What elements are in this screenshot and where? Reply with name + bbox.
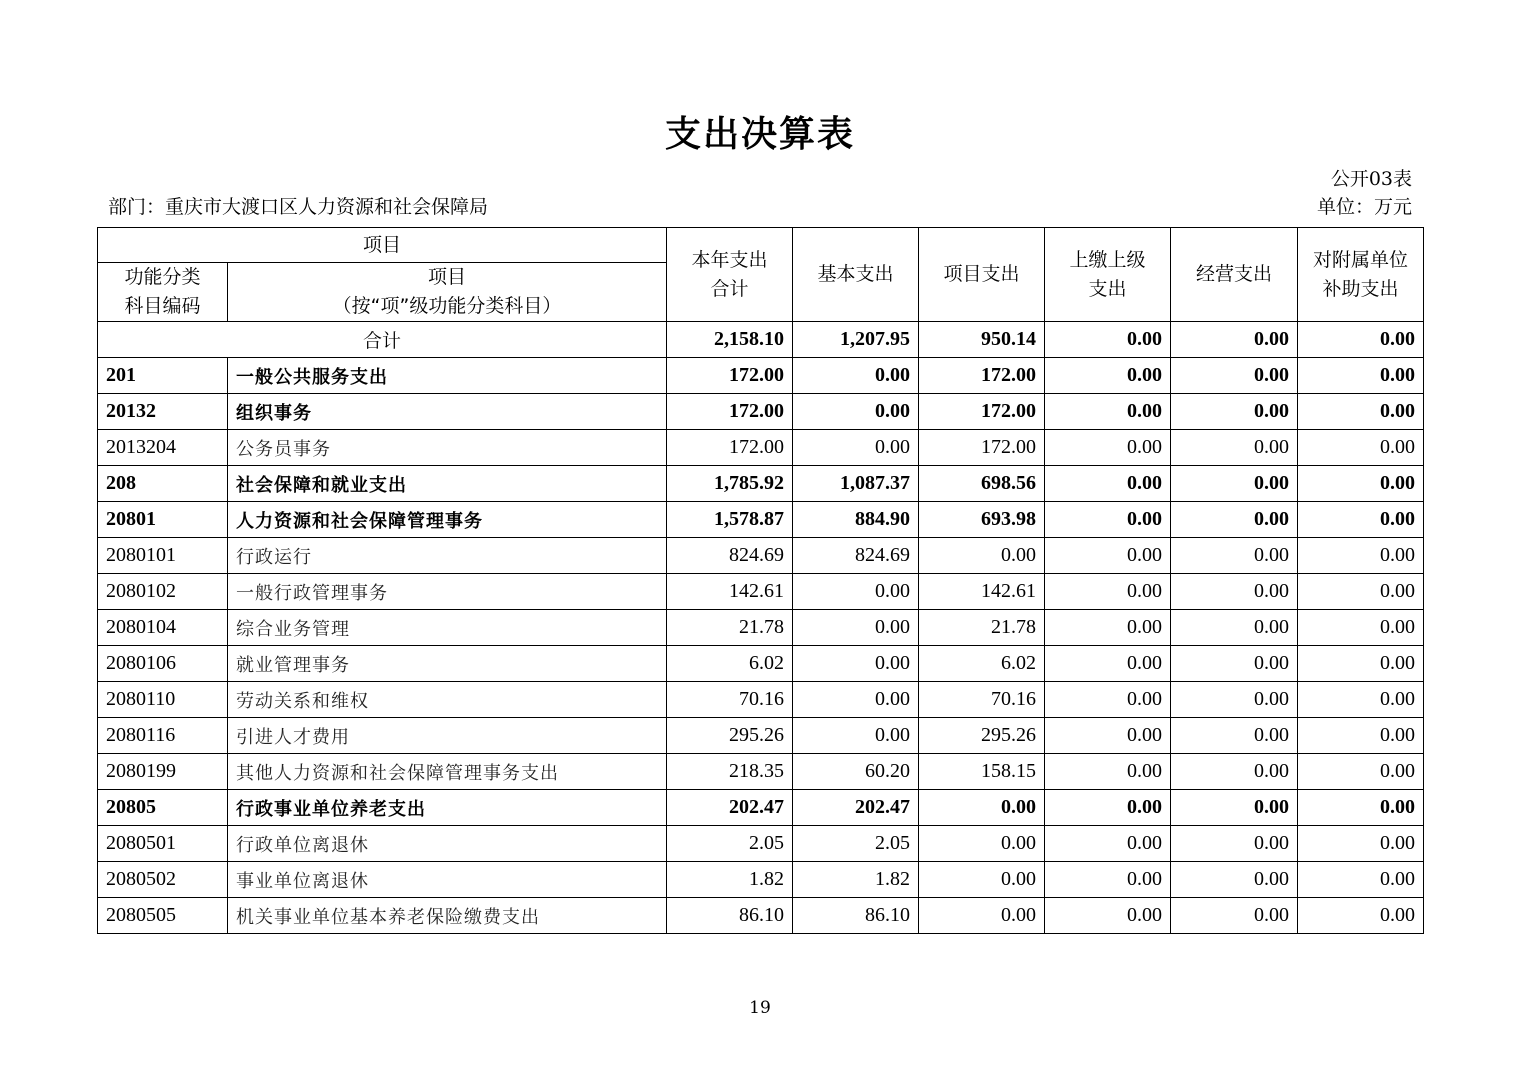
project-cell: 0.00 — [919, 790, 1045, 826]
upper-cell: 0.00 — [1045, 394, 1171, 430]
table-row — [98, 358, 1424, 394]
subsidy-cell: 0.00 — [1298, 610, 1424, 646]
name-cell: 一般公共服务支出 — [228, 358, 667, 394]
total-cell: 202.47 — [667, 790, 793, 826]
subsidy-cell: 0.00 — [1298, 502, 1424, 538]
code-cell: 2080505 — [98, 898, 228, 934]
project-cell: 158.15 — [919, 754, 1045, 790]
upper-cell: 0.00 — [1045, 790, 1171, 826]
code-cell: 2080110 — [98, 682, 228, 718]
basic-cell: 884.90 — [793, 502, 919, 538]
business-cell: 0.00 — [1171, 574, 1298, 610]
subsidy-cell: 0.00 — [1298, 466, 1424, 502]
code-cell: 20805 — [98, 790, 228, 826]
table-row — [98, 430, 1424, 466]
header-item-group: 项目 — [98, 228, 667, 263]
subsidy-cell: 0.00 — [1298, 718, 1424, 754]
project-cell: 0.00 — [919, 538, 1045, 574]
table-row — [98, 826, 1424, 862]
table-row — [98, 718, 1424, 754]
department-label: 部门：重庆市大渡口区人力资源和社会保障局 — [108, 196, 489, 218]
subsidy-cell: 0.00 — [1298, 394, 1424, 430]
table-row — [98, 538, 1424, 574]
project-cell: 142.61 — [919, 574, 1045, 610]
expenditure-table — [97, 227, 1424, 934]
upper-cell: 0.00 — [1045, 898, 1171, 934]
upper-cell: 0.00 — [1045, 502, 1171, 538]
total-cell: 2,158.10 — [667, 322, 793, 358]
basic-cell: 0.00 — [793, 646, 919, 682]
upper-cell: 0.00 — [1045, 826, 1171, 862]
total-cell: 218.35 — [667, 754, 793, 790]
basic-cell: 0.00 — [793, 574, 919, 610]
total-cell: 1.82 — [667, 862, 793, 898]
project-cell: 172.00 — [919, 358, 1045, 394]
code-cell: 2080199 — [98, 754, 228, 790]
project-cell: 950.14 — [919, 322, 1045, 358]
total-cell: 824.69 — [667, 538, 793, 574]
basic-cell: 1,087.37 — [793, 466, 919, 502]
basic-cell: 0.00 — [793, 682, 919, 718]
total-cell: 21.78 — [667, 610, 793, 646]
name-cell: 行政事业单位养老支出 — [228, 790, 667, 826]
subsidy-cell: 0.00 — [1298, 826, 1424, 862]
business-cell: 0.00 — [1171, 646, 1298, 682]
header-code: 功能分类 科目编码 — [98, 263, 228, 322]
basic-cell: 0.00 — [793, 430, 919, 466]
code-cell: 2013204 — [98, 430, 228, 466]
code-cell: 2080106 — [98, 646, 228, 682]
upper-cell: 0.00 — [1045, 718, 1171, 754]
subsidy-cell: 0.00 — [1298, 646, 1424, 682]
project-cell: 6.02 — [919, 646, 1045, 682]
name-cell: 机关事业单位基本养老保险缴费支出 — [228, 898, 667, 934]
project-cell: 295.26 — [919, 718, 1045, 754]
project-cell: 698.56 — [919, 466, 1045, 502]
business-cell: 0.00 — [1171, 358, 1298, 394]
table-row — [98, 898, 1424, 934]
name-cell: 劳动关系和维权 — [228, 682, 667, 718]
subsidy-cell: 0.00 — [1298, 574, 1424, 610]
business-cell: 0.00 — [1171, 718, 1298, 754]
project-cell: 0.00 — [919, 826, 1045, 862]
total-cell: 142.61 — [667, 574, 793, 610]
business-cell: 0.00 — [1171, 826, 1298, 862]
page-title: 支出决算表 — [664, 114, 855, 155]
code-cell: 20132 — [98, 394, 228, 430]
table-row — [98, 790, 1424, 826]
table-row — [98, 610, 1424, 646]
header-name: 项目 （按“项”级功能分类科目） — [228, 263, 667, 322]
header-upper: 上缴上级 支出 — [1045, 228, 1171, 322]
code-cell: 201 — [98, 358, 228, 394]
total-cell: 172.00 — [667, 394, 793, 430]
project-cell: 693.98 — [919, 502, 1045, 538]
project-cell: 0.00 — [919, 862, 1045, 898]
upper-cell: 0.00 — [1045, 466, 1171, 502]
total-cell: 172.00 — [667, 358, 793, 394]
subsidy-cell: 0.00 — [1298, 538, 1424, 574]
business-cell: 0.00 — [1171, 466, 1298, 502]
upper-cell: 0.00 — [1045, 322, 1171, 358]
basic-cell: 0.00 — [793, 610, 919, 646]
name-cell: 综合业务管理 — [228, 610, 667, 646]
basic-cell: 0.00 — [793, 394, 919, 430]
subsidy-cell: 0.00 — [1298, 862, 1424, 898]
table-row — [98, 574, 1424, 610]
upper-cell: 0.00 — [1045, 682, 1171, 718]
name-cell: 组织事务 — [228, 394, 667, 430]
form-number: 公开03表 — [1330, 168, 1412, 190]
name-cell: 引进人才费用 — [228, 718, 667, 754]
upper-cell: 0.00 — [1045, 538, 1171, 574]
upper-cell: 0.00 — [1045, 862, 1171, 898]
basic-cell: 60.20 — [793, 754, 919, 790]
header-basic: 基本支出 — [793, 228, 919, 322]
basic-cell: 0.00 — [793, 358, 919, 394]
business-cell: 0.00 — [1171, 538, 1298, 574]
basic-cell: 2.05 — [793, 826, 919, 862]
total-cell: 295.26 — [667, 718, 793, 754]
total-cell: 2.05 — [667, 826, 793, 862]
code-cell: 2080501 — [98, 826, 228, 862]
basic-cell: 0.00 — [793, 718, 919, 754]
name-cell: 公务员事务 — [228, 430, 667, 466]
subsidy-cell: 0.00 — [1298, 322, 1424, 358]
table-row — [98, 466, 1424, 502]
header-subsidy: 对附属单位 补助支出 — [1298, 228, 1424, 322]
name-cell: 事业单位离退休 — [228, 862, 667, 898]
subsidy-cell: 0.00 — [1298, 682, 1424, 718]
total-cell: 172.00 — [667, 430, 793, 466]
total-cell: 86.10 — [667, 898, 793, 934]
upper-cell: 0.00 — [1045, 646, 1171, 682]
upper-cell: 0.00 — [1045, 430, 1171, 466]
total-cell: 1,785.92 — [667, 466, 793, 502]
project-cell: 21.78 — [919, 610, 1045, 646]
total-cell: 70.16 — [667, 682, 793, 718]
business-cell: 0.00 — [1171, 754, 1298, 790]
unit-label: 单位：万元 — [1316, 196, 1412, 218]
header-business: 经营支出 — [1171, 228, 1298, 322]
project-cell: 172.00 — [919, 394, 1045, 430]
code-cell: 2080116 — [98, 718, 228, 754]
name-cell: 其他人力资源和社会保障管理事务支出 — [228, 754, 667, 790]
table-row — [98, 502, 1424, 538]
basic-cell: 1.82 — [793, 862, 919, 898]
name-cell: 就业管理事务 — [228, 646, 667, 682]
business-cell: 0.00 — [1171, 502, 1298, 538]
table-row — [98, 682, 1424, 718]
basic-cell: 202.47 — [793, 790, 919, 826]
code-cell: 20801 — [98, 502, 228, 538]
table-row — [98, 862, 1424, 898]
total-cell: 6.02 — [667, 646, 793, 682]
business-cell: 0.00 — [1171, 862, 1298, 898]
subsidy-cell: 0.00 — [1298, 430, 1424, 466]
upper-cell: 0.00 — [1045, 358, 1171, 394]
name-cell: 一般行政管理事务 — [228, 574, 667, 610]
project-cell: 172.00 — [919, 430, 1045, 466]
business-cell: 0.00 — [1171, 322, 1298, 358]
subsidy-cell: 0.00 — [1298, 898, 1424, 934]
business-cell: 0.00 — [1171, 610, 1298, 646]
subsidy-cell: 0.00 — [1298, 358, 1424, 394]
code-cell: 2080101 — [98, 538, 228, 574]
total-label: 合计 — [98, 322, 667, 358]
table-row — [98, 646, 1424, 682]
subsidy-cell: 0.00 — [1298, 790, 1424, 826]
header-total: 本年支出 合计 — [667, 228, 793, 322]
code-cell: 208 — [98, 466, 228, 502]
business-cell: 0.00 — [1171, 682, 1298, 718]
table-row — [98, 394, 1424, 430]
business-cell: 0.00 — [1171, 430, 1298, 466]
upper-cell: 0.00 — [1045, 754, 1171, 790]
code-cell: 2080502 — [98, 862, 228, 898]
business-cell: 0.00 — [1171, 394, 1298, 430]
project-cell: 0.00 — [919, 898, 1045, 934]
name-cell: 社会保障和就业支出 — [228, 466, 667, 502]
name-cell: 人力资源和社会保障管理事务 — [228, 502, 667, 538]
table-row — [98, 754, 1424, 790]
basic-cell: 86.10 — [793, 898, 919, 934]
upper-cell: 0.00 — [1045, 574, 1171, 610]
name-cell: 行政运行 — [228, 538, 667, 574]
project-cell: 70.16 — [919, 682, 1045, 718]
total-cell: 1,578.87 — [667, 502, 793, 538]
basic-cell: 824.69 — [793, 538, 919, 574]
total-row — [98, 322, 1424, 358]
name-cell: 行政单位离退休 — [228, 826, 667, 862]
business-cell: 0.00 — [1171, 790, 1298, 826]
business-cell: 0.00 — [1171, 898, 1298, 934]
upper-cell: 0.00 — [1045, 610, 1171, 646]
basic-cell: 1,207.95 — [793, 322, 919, 358]
subsidy-cell: 0.00 — [1298, 754, 1424, 790]
code-cell: 2080104 — [98, 610, 228, 646]
code-cell: 2080102 — [98, 574, 228, 610]
page-number: 19 — [749, 998, 771, 1018]
header-project: 项目支出 — [919, 228, 1045, 322]
